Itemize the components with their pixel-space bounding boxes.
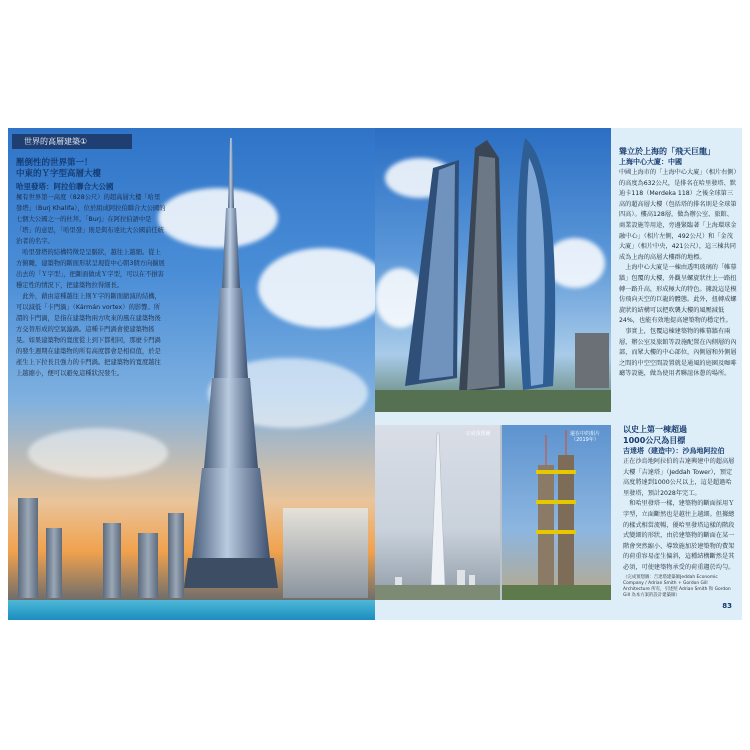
jeddah-article xyxy=(623,424,735,574)
article-heading: 中東的Ｙ字型高層大樓 xyxy=(16,169,102,179)
left-article xyxy=(16,158,166,379)
right-page xyxy=(375,128,742,620)
skyscraper xyxy=(138,533,158,598)
page-number: 83 xyxy=(722,602,732,610)
paragraph: 和哈里發塔一樣，建築物的斷面採用Ｙ字型，立面斷然也是越往上越細。但據總的樣式相當流暢，優哈里發塔這樣的階段式變細的形狀，由於建築物的斷面在某一階會突然縮小，導致施加於建築物的費架的荷重容易產生偏斜，這種結構斷然是其必須，可使建築物承受的荷重趨於均勻。 xyxy=(623,500,735,571)
skyscraper xyxy=(18,498,38,598)
paragraph: 此外，藉由這種越往上則Ｙ字的斷面縮減的結構，可以減低「卡門渦」（Kármán vortex）的影響。所謂的卡門渦，是指在建築物兩方吹來的風在建築物後方交替形成的空氣漩渦。這種卡門渦會使建築物搖晃。如果建築物的寬度從上到下都相同，那麼卡門渦的發生週期在建築物的所有高度都會是相似值，於是產生上下拉長且強力的卡門渦。把建築物的寬度越往上越縮小，便可以避免這種狀況發生。 xyxy=(16,293,161,377)
render-caption: 完成預想圖 xyxy=(465,431,491,437)
paragraph: 上海中心大廈是一棟由透明玻璃的「帷幕牆」包覆的大樓，外觀呈螺旋狀往上一路扭轉一路升高，形成極大的特色。據說這是模仿飛向天空的巨龍的體態。此外，扭轉成螺旋狀的結構可以把吹襲大樓的風壓減低24%，也能有效地提高建築物的穩定性。 xyxy=(619,264,737,325)
shanghai-towers-photo xyxy=(375,128,611,412)
article-heading: 聳立於上海的「飛天巨龍」 xyxy=(619,147,715,156)
image-credit-note: （完成預想圖：吉達塔建築師Jeddah Economic Company / Adrian Smith + Gordon Gill Architecture 所有，引述照 Adrian Smith 和 Gordon Gill 為本方案的設計建築師） xyxy=(623,575,731,598)
cloud xyxy=(28,428,168,478)
fountain-lake xyxy=(8,600,375,620)
construction-drawing xyxy=(502,425,611,600)
article-subheading: 上海中心大廈：中國 xyxy=(619,158,682,166)
jeddah-tower-photos xyxy=(375,425,611,600)
skyscraper xyxy=(168,513,184,598)
paragraph: 哈里發塔的結構特徵是呈脹狀，越往上越細。從上方俯瞰，建築物的斷面形狀呈現從中心朝3個方向擴展出去的「Ｙ字型」，把斷面做成Ｙ字型，可以在不損害穩定性的情況下，把建築物拉得細長。 xyxy=(16,249,165,289)
jeddah-construction xyxy=(502,425,611,600)
construction-caption: 還在中的相片（2019年） xyxy=(569,431,600,443)
skyscraper xyxy=(46,528,62,598)
paragraph: 擁有世界第一高度（828公尺）的超高層大樓「哈里發塔」（Burj Khalifa），位於組成阿拉伯聯合大公國的七個大公國之一的杜拜。「Burj」在阿拉伯語中是「塔」的意思，「哈里發」則是與布達比大公國前任統治者的名字。 xyxy=(16,194,166,245)
hotel-building xyxy=(283,508,368,598)
section-tag: 世界的高層建築① xyxy=(12,134,132,149)
shanghai-article xyxy=(619,146,737,380)
towers-drawing xyxy=(375,128,611,412)
left-page xyxy=(8,128,375,620)
jeddah-render xyxy=(375,425,500,600)
article-heading: 壓倒性的世界第一！ xyxy=(16,158,93,168)
article-subheading: 吉達塔（建造中）：沙烏地阿拉伯 xyxy=(623,447,725,455)
paragraph: 中國上海市的「上海中心大廈」（相片右側）的高度為632公尺，是排名在哈里發塔、默迪卡118（Merdeka 118）之後全球第三高的超高層大樓（包括塔的排名則是全球第四高）。樓高128層，做為辦公室、旅館、商業設施等用途，旁邊緊臨著「上海環球金融中心」（相片左側，492公尺）和「金茂大廈」（相片中央，421公尺），這三棟共同成為上海的高層大樓群的地標。 xyxy=(619,169,737,261)
render-drawing xyxy=(375,425,500,600)
paragraph: 正在沙烏地阿拉伯的吉達興建中的超高層大樓「吉達塔」（Jeddah Tower），預定高度將達到1000公尺以上，這是超過哈里發塔，預計2028年完工。 xyxy=(623,458,735,497)
article-heading: 1000公尺為目標 xyxy=(623,436,686,445)
article-subheading: 哈里發塔：阿拉伯聯合大公國 xyxy=(16,182,114,191)
paragraph: 事實上，包覆這棟建築物的帷幕牆有兩層，辦公室及旅館等設施配置在內側層的內部，而眾大樓的中心部位，內側層和外側層之間的中空空間設置就是通風的庭園及咖啡廳等設施，做為使用者聯誼休憩的場所。 xyxy=(619,327,737,378)
book-spread xyxy=(8,128,742,620)
skyscraper xyxy=(103,523,121,598)
article-heading: 以史上第一棟超過 xyxy=(623,425,687,434)
